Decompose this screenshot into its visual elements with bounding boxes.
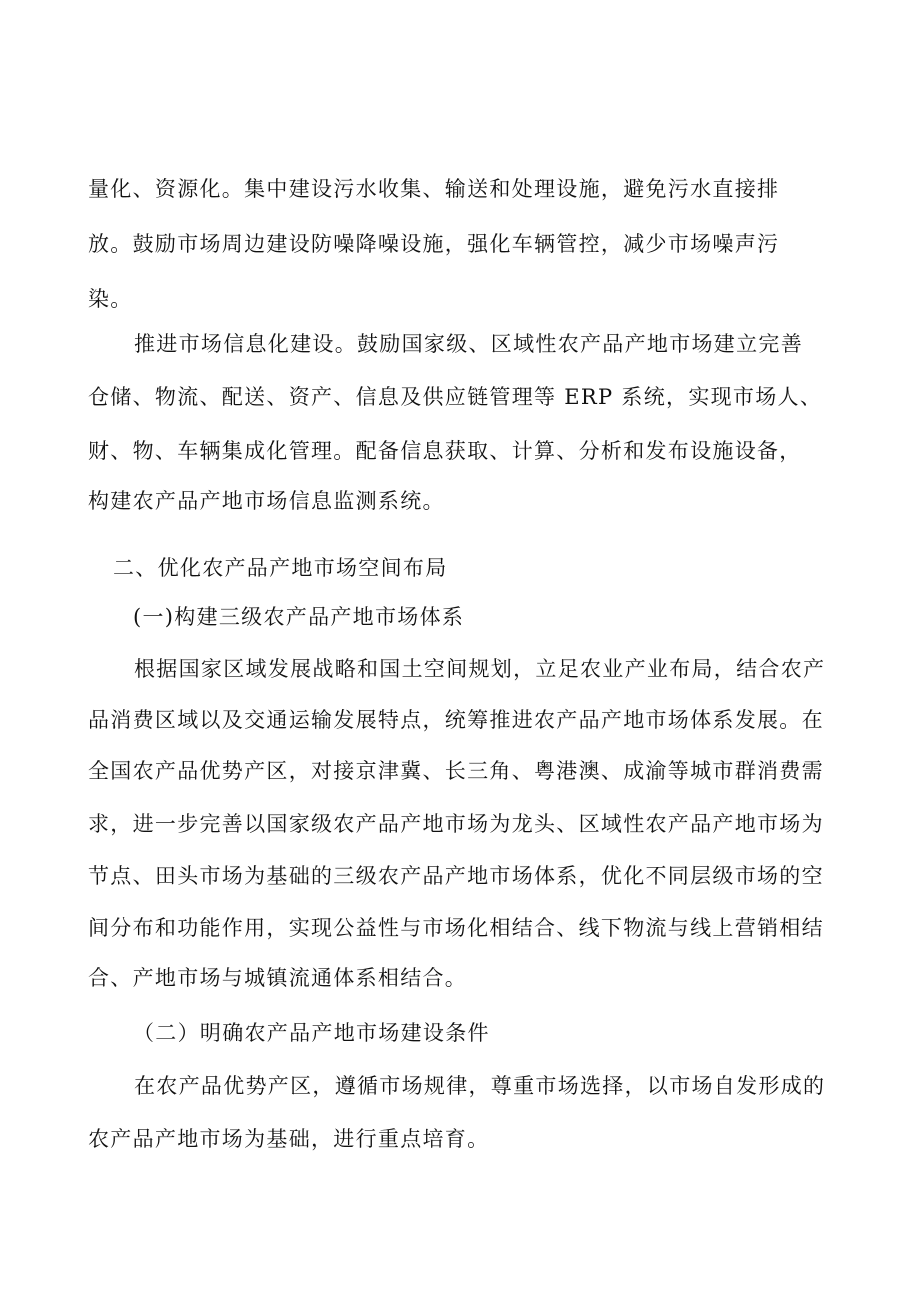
text-line: 量化、资源化。集中建设污水收集、输送和处理设施，避免污水直接排 [88,177,780,201]
text-line: 品消费区域以及交通运输发展特点，统筹推进农产品产地市场体系发展。在 [88,708,824,732]
text-line: 放。鼓励市场周边建设防噪降噪设施，强化车辆管控，减少市场噪声污 [88,232,780,256]
subsection-heading: （二）明确农产品产地市场建设条件 [133,1021,490,1045]
paragraph-start: 推进市场信息化建设。鼓励国家级、区域性农产品产地市场建立完善 [134,332,803,356]
text-line: 间分布和功能作用，实现公益性与市场化相结合、线下物流与线上营销相结 [88,916,824,940]
paragraph-start: 在农产品优势产区，遵循市场规律，尊重市场选择，以市场自发形成的 [134,1074,826,1098]
text-line: 农产品产地市场为基础，进行重点培育。 [88,1127,490,1151]
text-line: 合、产地市场与城镇流通体系相结合。 [88,966,468,990]
text-line: 财、物、车辆集成化管理。配备信息获取、计算、分析和发布设施设备， [88,439,802,463]
paragraph-start: 根据国家区域发展战略和国土空间规划，立足农业产业布局，结合农产 [134,657,826,681]
section-heading: 二、优化农产品产地市场空间布局 [113,556,448,580]
text-line: 染。 [88,287,133,311]
text-line: 全国农产品优势产区，对接京津冀、长三角、粤港澳、成渝等城市群消费需 [88,759,824,783]
text-line: 求，进一步完善以国家级农产品产地市场为龙头、区域性农产品产地市场为 [88,812,824,836]
text-line: 节点、田头市场为基础的三级农产品产地市场体系，优化不同层级市场的空 [88,864,824,888]
text-line: 仓储、物流、配送、资产、信息及供应链管理等 ERP 系统，实现市场人、 [88,385,823,409]
subsection-heading: (一)构建三级农产品产地市场体系 [133,605,465,629]
text-line: 构建农产品产地市场信息监测系统。 [88,489,445,513]
